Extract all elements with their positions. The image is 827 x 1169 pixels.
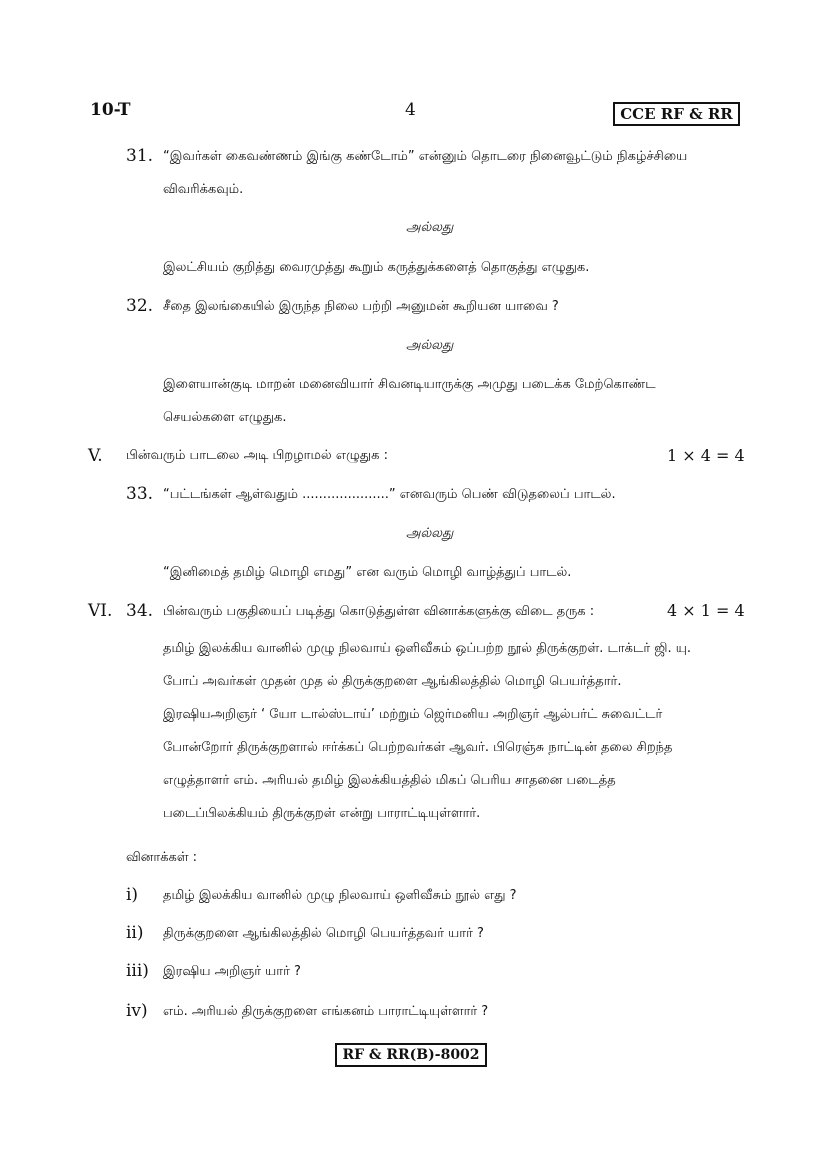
section-vi-instruction: பின்வரும் பகுதியைப் படித்து கொடுத்துள்ள வினாக்களுக்கு விடை தருக :	[163, 604, 595, 619]
q32-alt-line1: இளையான்குடி மாறன் மனைவியார் சிவனடியாருக்கு அமுது படைக்க மேற்கொண்ட	[163, 377, 656, 392]
passage-line: இரஷியஅறிஞர் ‘ யோ டால்ஸ்டாய்’ மற்றும் ஜெர்மனிய அறிஞர் ஆல்பர்ட் சுவைட்டர்	[163, 707, 663, 722]
footer-code-box: RF & RR(B)-8002	[335, 1043, 487, 1067]
q32-number: 32.	[126, 296, 154, 316]
section-v-instruction: பின்வரும் பாடலை அடி பிறழாமல் எழுதுக :	[126, 448, 388, 463]
question-text: இரஷிய அறிஞர் யார் ?	[163, 964, 301, 979]
exam-code-box: CCE RF & RR	[613, 102, 740, 126]
q32-or: அல்லது	[406, 338, 454, 353]
q31-text-line2: விவரிக்கவும்.	[163, 182, 244, 197]
q32-alt-line2: செயல்களை எழுதுக.	[163, 410, 287, 425]
q33-text: “பட்டங்கள் ஆள்வதும் .....................” எனவரும் பெண் விடுதலைப் பாடல்.	[163, 487, 616, 502]
question-text: எம். அரியல் திருக்குறளை எங்கனம் பாராட்டியுள்ளார் ?	[163, 1004, 489, 1019]
q33-or: அல்லது	[406, 526, 454, 541]
q31-alt-text: இலட்சியம் குறித்து வைரமுத்து கூறும் கருத்துக்களைத் தொகுத்து எழுதுக.	[163, 260, 590, 275]
passage-line: தமிழ் இலக்கிய வானில் முழு நிலவாய் ஒளிவீசும் ஒப்பற்ற நூல் திருக்குறள். டாக்டர் ஜி. யு.	[163, 641, 692, 656]
q33-alt-text: “இனிமைத் தமிழ் மொழி எமது” என வரும் மொழி வாழ்த்துப் பாடல்.	[163, 565, 572, 580]
passage-line: எழுத்தாளர் எம். அரியல் தமிழ் இலக்கியத்தில் மிகப் பெரிய சாதனை படைத்த	[163, 773, 616, 788]
q31-text-line1: “இவர்கள் கைவண்ணம் இங்கு கண்டோம்” என்னும் தொடரை நினைவூட்டும் நிகழ்ச்சியை	[163, 149, 688, 164]
section-vi-roman: VI.	[88, 601, 113, 621]
question-label: i)	[126, 885, 139, 905]
q31-number: 31.	[126, 146, 154, 166]
paper-code: 10-T	[90, 100, 131, 120]
q34-number: 34.	[126, 601, 154, 621]
passage	[163, 632, 738, 830]
question-label: iii)	[126, 961, 149, 981]
question-text: திருக்குறளை ஆங்கிலத்தில் மொழி பெயர்த்தவர் யார் ?	[163, 926, 484, 941]
q33-number: 33.	[126, 484, 154, 504]
section-v-roman: V.	[88, 446, 103, 466]
question-label: iv)	[126, 1001, 148, 1021]
passage-line: போன்றோர் திருக்குறளால் ஈர்க்கப் பெற்றவர்கள் ஆவர். பிரெஞ்சு நாட்டின் தலை சிறந்த	[163, 740, 673, 755]
q31-or: அல்லது	[406, 220, 454, 235]
questions-label: வினாக்கள் :	[126, 850, 198, 865]
q32-text: சீதை இலங்கையில் இருந்த நிலை பற்றி அனுமன் கூறியன யாவை ?	[163, 299, 559, 314]
question-label: ii)	[126, 923, 144, 943]
passage-line: போப் அவர்கள் முதன் முத ல் திருக்குறளை ஆங்கிலத்தில் மொழி பெயர்த்தார்.	[163, 674, 622, 689]
section-v-marks: 1 × 4 = 4	[667, 446, 745, 465]
question-text: தமிழ் இலக்கிய வானில் முழு நிலவாய் ஒளிவீசும் நூல் எது ?	[163, 888, 517, 903]
passage-line: படைப்பிலக்கியம் திருக்குறள் என்று பாராட்டியுள்ளார்.	[163, 806, 481, 821]
page-number: 4	[405, 100, 416, 120]
section-vi-marks: 4 × 1 = 4	[667, 601, 745, 620]
